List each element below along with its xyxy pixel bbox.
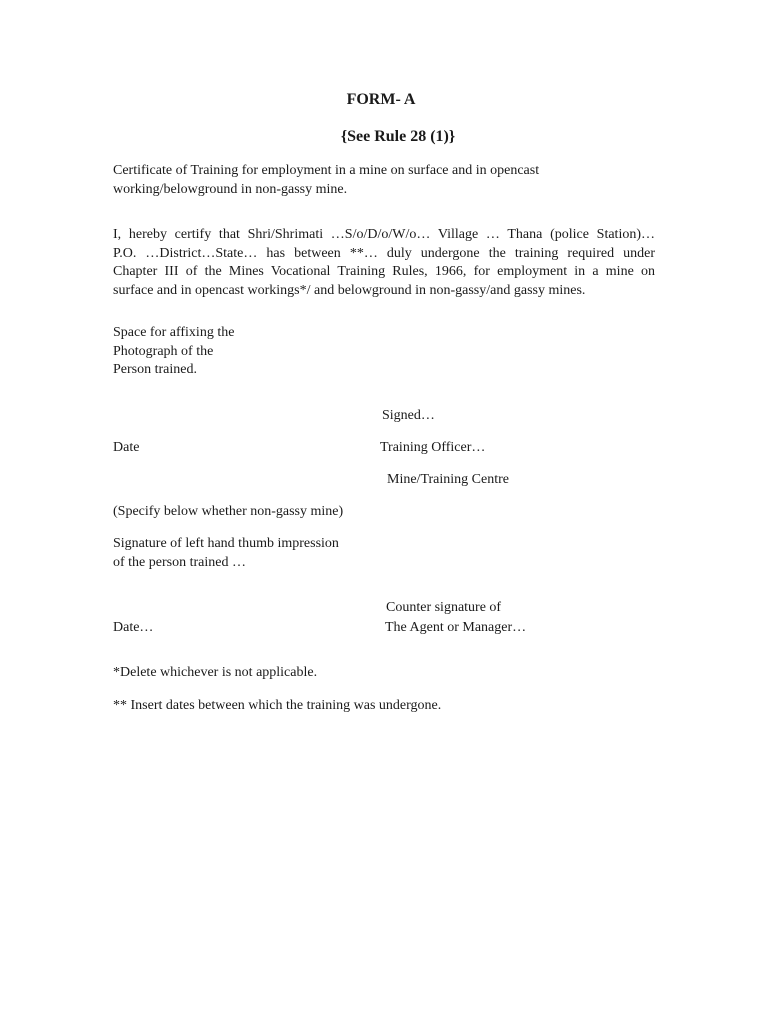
certification-line: Chapter III of the Mines Vocational Training Rules, 1966, for employment in a mine on [113,264,655,279]
thumb-impression-line: Signature of left hand thumb impression [113,536,339,551]
agent-manager-label: The Agent or Manager… [385,620,527,635]
intro-line: working/belowground in non-gassy mine. [113,181,348,197]
form-title: FORM- A [346,91,416,108]
thumb-impression-label [113,535,373,572]
footnote-delete: *Delete whichever is not applicable. [113,665,318,680]
thumb-impression-line: of the person trained … [113,554,246,570]
rule-reference: {See Rule 28 (1)} [340,128,456,145]
certification-line: P.O. …District…State… has between **… duly undergone the training required under [113,245,655,261]
mine-training-centre-label: Mine/Training Centre [387,472,509,487]
certificate-intro [113,162,655,199]
certification-line: I, hereby certify that Shri/Shrimati …S/o/D/o/W/o… Village … Thana (police Station)… [113,227,655,242]
footnote-dates: ** Insert dates between which the training was undergone. [113,698,442,713]
photo-space-line: Space for affixing the [113,325,235,340]
date-label: Date [113,440,140,455]
training-officer-label: Training Officer… [380,440,486,455]
photo-space-line: Photograph of the [113,343,214,359]
certification-paragraph [113,226,655,300]
counter-signature-label: Counter signature of [386,600,502,615]
photo-space-label [113,324,273,380]
photo-space-line: Person trained. [113,362,197,377]
certification-line: surface and in opencast workings*/ and belowground in non-gassy/and gassy mines. [113,282,586,298]
intro-line: Certificate of Training for employment in a mine on surface and in opencast [113,163,540,178]
counter-date-label: Date… [113,620,154,635]
specify-note: (Specify below whether non-gassy mine) [113,504,344,519]
signed-label: Signed… [382,408,435,423]
